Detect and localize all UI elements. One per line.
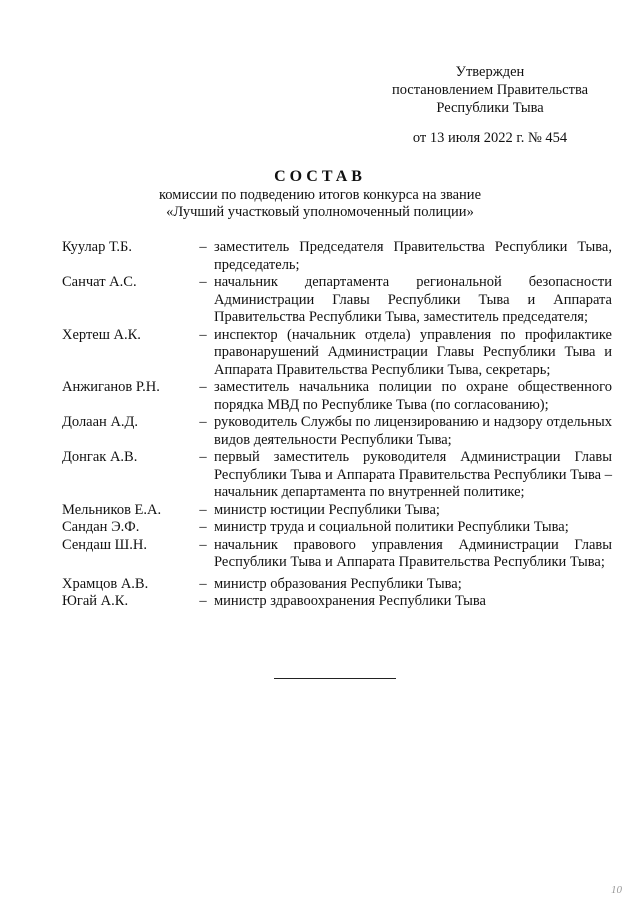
member-role: начальник департамента региональной безопасности Администрации Главы Республики Тыва и Аппарата Правительства Республики Тыва, заместитель председателя; <box>214 274 612 325</box>
member-dash: – <box>199 519 207 535</box>
member-role: начальник правового управления Администрации Главы Республики Тыва и Аппарата Правительства Республики Тыва; <box>214 536 612 570</box>
member-row <box>62 576 612 594</box>
member-dash: – <box>199 326 207 343</box>
member-dash: – <box>199 449 207 465</box>
member-dash: – <box>199 379 207 395</box>
approval-stamp <box>372 63 608 147</box>
member-row <box>62 537 612 572</box>
member-row <box>62 593 612 611</box>
approval-line-republic: Республики Тыва <box>436 100 544 116</box>
member-dash: – <box>199 239 207 255</box>
member-name: Анжиганов Р.Н. <box>62 379 160 395</box>
approval-line-resolution: постановлением Правительства <box>391 82 589 98</box>
commission-member-list <box>62 239 612 611</box>
member-row <box>62 274 612 327</box>
document-title: СОСТАВ <box>274 168 366 185</box>
member-name: Долаан А.Д. <box>62 414 139 430</box>
member-role: министр труда и социальной политики Республики Тыва; <box>214 519 569 535</box>
member-role: министр здравоохранения Республики Тыва <box>214 593 486 609</box>
member-name: Сандан Э.Ф. <box>62 519 140 535</box>
member-name: Храмцов А.В. <box>62 575 149 592</box>
member-row <box>62 502 612 520</box>
approval-line-approved: Утвержден <box>455 64 525 80</box>
closing-rule <box>274 678 396 679</box>
member-dash: – <box>199 593 207 609</box>
member-role: министр образования Республики Тыва; <box>214 575 462 592</box>
document-subtitle-line2: «Лучший участковый уполномоченный полиции» <box>166 204 474 220</box>
document-heading <box>0 167 640 221</box>
member-dash: – <box>199 536 207 553</box>
member-name: Хертеш А.К. <box>62 326 141 343</box>
member-name: Санчат А.С. <box>62 274 137 290</box>
member-row <box>62 519 612 537</box>
member-role: руководитель Службы по лицензированию и надзору отдельных видов деятельности Республики Тыва; <box>214 414 612 448</box>
member-dash: – <box>199 414 207 430</box>
member-name: Югай А.К. <box>62 593 129 609</box>
member-row <box>62 449 612 502</box>
member-dash: – <box>199 575 207 592</box>
page-number-mark: 10 <box>611 884 622 896</box>
member-name: Сендаш Ш.Н. <box>62 536 147 553</box>
document-subtitle-line1: комиссии по подведению итогов конкурса на звание <box>158 187 482 203</box>
member-row <box>62 414 612 449</box>
member-role: первый заместитель руководителя Администрации Главы Республики Тыва и Аппарата Правительства Республики Тыва – начальник департамента по внутренней политике; <box>214 449 612 500</box>
member-row <box>62 239 612 274</box>
member-dash: – <box>199 274 207 290</box>
member-name: Мельников Е.А. <box>62 501 162 518</box>
member-name: Куулар Т.Б. <box>62 239 132 255</box>
member-role: заместитель Председателя Правительства Республики Тыва, председатель; <box>214 239 612 273</box>
member-row <box>62 379 612 414</box>
member-role: инспектор (начальник отдела) управления по профилактике правонарушений Администрации Главы Республики Тыва и Аппарата Правительства Республики Тыва, секретарь; <box>214 326 612 378</box>
member-row <box>62 327 612 380</box>
member-name: Донгак А.В. <box>62 449 138 465</box>
member-role: министр юстиции Республики Тыва; <box>214 501 440 518</box>
member-dash: – <box>199 501 207 518</box>
approval-date: от 13 июля 2022 г. № 454 <box>412 130 568 146</box>
member-role: заместитель начальника полиции по охране общественного порядка МВД по Республике Тыва (по согласованию); <box>214 379 612 413</box>
